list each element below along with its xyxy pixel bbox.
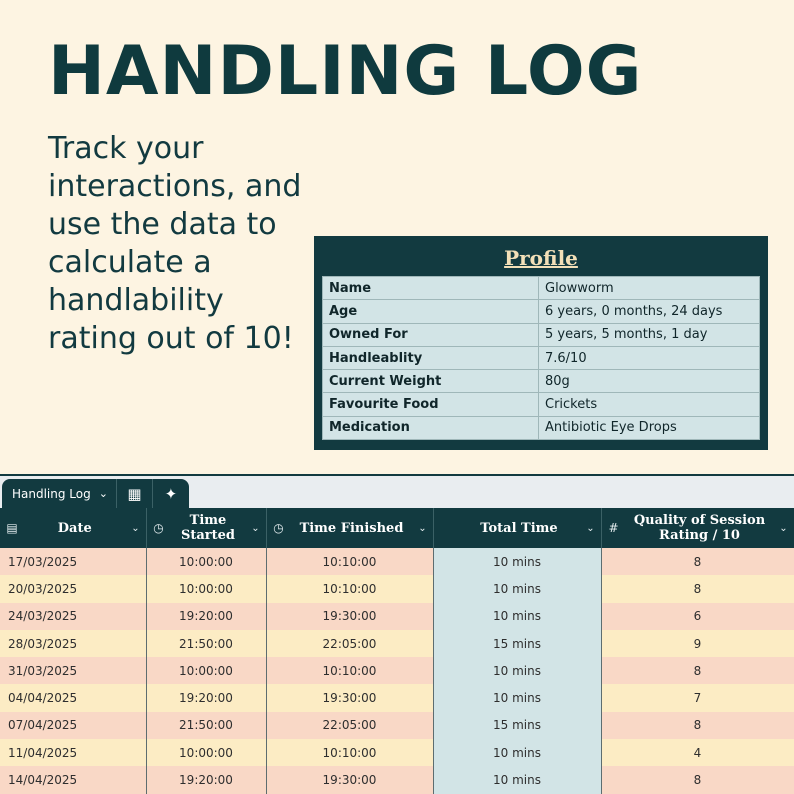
profile-key: Medication	[323, 416, 539, 439]
time-finished-cell[interactable]: 10:10:00	[266, 548, 433, 575]
column-header-label: Time Finished	[299, 520, 404, 536]
time-started-cell[interactable]: 10:00:00	[146, 657, 266, 684]
date-cell[interactable]: 31/03/2025	[0, 657, 146, 684]
profile-row	[323, 323, 760, 346]
date-cell[interactable]: 07/04/2025	[0, 712, 146, 739]
column-header[interactable]	[0, 508, 146, 548]
page-subtitle: Track your interactions, and use the data to calculate a handlability rating out of 10!	[48, 131, 302, 356]
tab-label: Handling Log	[12, 486, 91, 501]
date-cell[interactable]: 14/04/2025	[0, 766, 146, 793]
rating-cell[interactable]: 7	[601, 684, 794, 711]
chevron-down-icon[interactable]: ⌄	[251, 522, 260, 534]
total-time-cell[interactable]: 15 mins	[433, 712, 601, 739]
page-title: HANDLING LOG	[48, 32, 643, 111]
date-cell[interactable]: 24/03/2025	[0, 603, 146, 630]
date-cell[interactable]: 20/03/2025	[0, 575, 146, 602]
rating-cell[interactable]: 8	[601, 575, 794, 602]
profile-row	[323, 346, 760, 369]
column-header[interactable]	[146, 508, 266, 548]
handling-log-table	[0, 508, 794, 794]
column-header-label: Time Started	[180, 513, 236, 543]
calendar-view-icon[interactable]: ▦	[117, 479, 153, 508]
total-time-cell[interactable]: 10 mins	[433, 548, 601, 575]
date-cell[interactable]: 11/04/2025	[0, 739, 146, 766]
column-header[interactable]	[433, 508, 601, 548]
profile-key: Handleablity	[323, 346, 539, 369]
chevron-down-icon[interactable]: ⌄	[779, 522, 788, 534]
clock-icon: ◷	[153, 521, 164, 535]
profile-row	[323, 370, 760, 393]
tab-bar	[0, 476, 794, 508]
table-row[interactable]	[0, 712, 794, 739]
table-row[interactable]	[0, 603, 794, 630]
time-started-cell[interactable]: 21:50:00	[146, 630, 266, 657]
profile-key: Owned For	[323, 323, 539, 346]
profile-title: Profile	[504, 246, 578, 270]
time-finished-cell[interactable]: 19:30:00	[266, 603, 433, 630]
profile-value: Crickets	[539, 393, 760, 416]
time-started-cell[interactable]: 19:20:00	[146, 603, 266, 630]
column-header[interactable]	[266, 508, 433, 548]
spreadsheet-panel	[0, 474, 794, 794]
date-cell[interactable]: 04/04/2025	[0, 684, 146, 711]
profile-row	[323, 277, 760, 300]
profile-key: Age	[323, 300, 539, 323]
time-started-cell[interactable]: 19:20:00	[146, 766, 266, 793]
chevron-down-icon[interactable]: ⌄	[586, 522, 595, 534]
profile-value: Antibiotic Eye Drops	[539, 416, 760, 439]
sparkle-icon[interactable]: ✦	[164, 484, 178, 503]
clock-icon: ◷	[273, 521, 284, 535]
time-started-cell[interactable]: 21:50:00	[146, 712, 266, 739]
time-started-cell[interactable]: 19:20:00	[146, 684, 266, 711]
total-time-cell[interactable]: 10 mins	[433, 739, 601, 766]
rating-cell[interactable]: 8	[601, 657, 794, 684]
time-finished-cell[interactable]: 10:10:00	[266, 575, 433, 602]
table-row[interactable]	[0, 630, 794, 657]
time-finished-cell[interactable]: 19:30:00	[266, 684, 433, 711]
profile-row	[323, 393, 760, 416]
table-row[interactable]	[0, 766, 794, 793]
profile-value: Glowworm	[539, 277, 760, 300]
rating-cell[interactable]: 6	[601, 603, 794, 630]
rating-cell[interactable]: 4	[601, 739, 794, 766]
profile-value: 5 years, 5 months, 1 day	[539, 323, 760, 346]
time-finished-cell[interactable]: 10:10:00	[266, 739, 433, 766]
total-time-cell[interactable]: 10 mins	[433, 575, 601, 602]
profile-key: Favourite Food	[323, 393, 539, 416]
tab-group	[2, 479, 189, 508]
profile-key: Name	[323, 277, 539, 300]
profile-value: 80g	[539, 370, 760, 393]
rating-cell[interactable]: 8	[601, 712, 794, 739]
profile-row	[323, 416, 760, 439]
time-started-cell[interactable]: 10:00:00	[146, 548, 266, 575]
rating-cell[interactable]: 9	[601, 630, 794, 657]
table-row[interactable]	[0, 548, 794, 575]
time-finished-cell[interactable]: 19:30:00	[266, 766, 433, 793]
date-cell[interactable]: 28/03/2025	[0, 630, 146, 657]
time-started-cell[interactable]: 10:00:00	[146, 739, 266, 766]
column-header[interactable]	[601, 508, 794, 548]
profile-key: Current Weight	[323, 370, 539, 393]
rating-cell[interactable]: 8	[601, 548, 794, 575]
profile-table	[322, 276, 760, 440]
table-row[interactable]	[0, 575, 794, 602]
chevron-down-icon[interactable]: ⌄	[98, 487, 108, 500]
date-cell[interactable]: 17/03/2025	[0, 548, 146, 575]
time-started-cell[interactable]: 10:00:00	[146, 575, 266, 602]
table-row[interactable]	[0, 739, 794, 766]
total-time-cell[interactable]: 10 mins	[433, 657, 601, 684]
tab-handling-log[interactable]	[2, 479, 117, 508]
calendar-icon: ▤	[6, 521, 18, 535]
rating-cell[interactable]: 8	[601, 766, 794, 793]
time-finished-cell[interactable]: 22:05:00	[266, 630, 433, 657]
table-row[interactable]	[0, 684, 794, 711]
profile-row	[323, 300, 760, 323]
column-header-label: Total Time	[480, 520, 558, 536]
column-header-label: Date	[57, 520, 92, 536]
total-time-cell[interactable]: 10 mins	[433, 684, 601, 711]
time-finished-cell[interactable]: 22:05:00	[266, 712, 433, 739]
profile-card	[314, 236, 768, 450]
profile-value: 6 years, 0 months, 24 days	[539, 300, 760, 323]
time-finished-cell[interactable]: 10:10:00	[266, 657, 433, 684]
total-time-cell[interactable]: 10 mins	[433, 603, 601, 630]
total-time-cell[interactable]: 15 mins	[433, 630, 601, 657]
profile-value: 7.6/10	[539, 346, 760, 369]
table-row[interactable]	[0, 657, 794, 684]
chevron-down-icon[interactable]: ⌄	[131, 522, 140, 534]
chevron-down-icon[interactable]: ⌄	[418, 522, 427, 534]
hash-icon: #	[608, 521, 619, 535]
total-time-cell[interactable]: 10 mins	[433, 766, 601, 793]
column-header-label: Quality of Session Rating / 10	[633, 513, 766, 543]
